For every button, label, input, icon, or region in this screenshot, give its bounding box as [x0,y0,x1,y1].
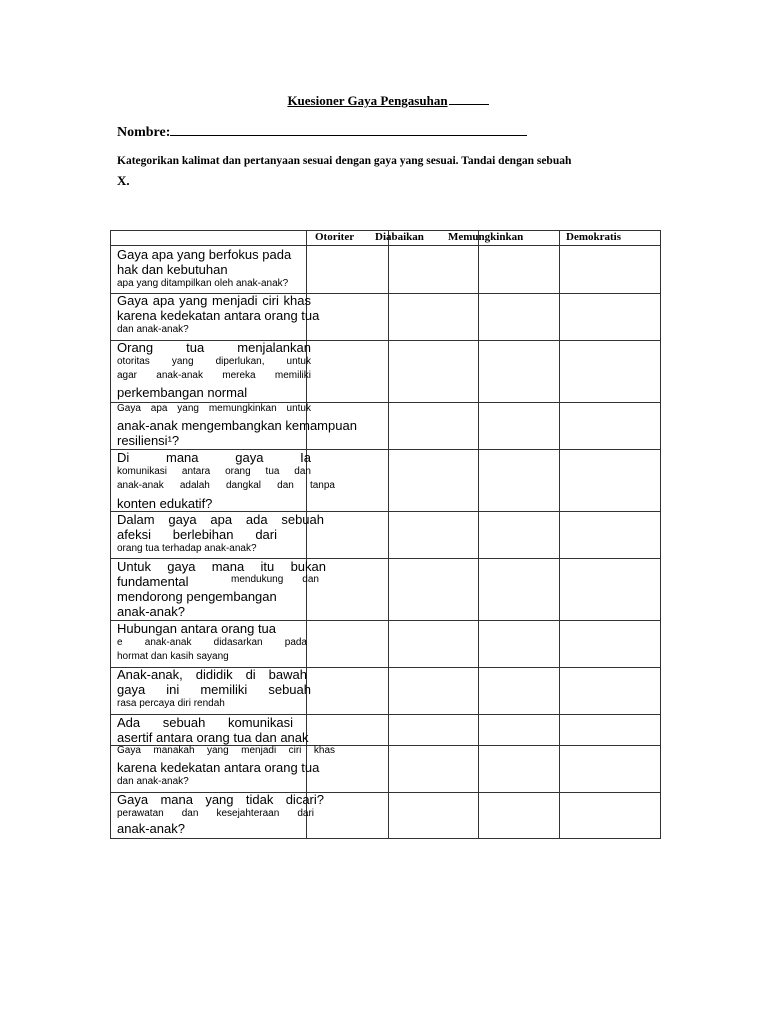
answer-cell-demokratis[interactable] [560,341,659,401]
question-text-line: anak-anak mengembangkan kemampuan [117,418,357,433]
question-text-line: dan anak-anak? [117,776,189,787]
question-text-line: konten edukatif? [117,496,213,511]
question-text-line: Gaya apa yang menjadi ciri khas [117,293,311,308]
answer-cell-diabaikan[interactable] [389,621,477,666]
question-text-line: orang tua terhadap anak-anak? [117,543,257,554]
answer-cell-otoriter[interactable] [307,341,387,401]
answer-cell-memungkinkan[interactable] [479,512,558,557]
answer-cell-memungkinkan[interactable] [479,668,558,713]
question-text-line: Gaya mana yang tidak dicari? [117,792,324,807]
question-text-line: anak-anak adalah dangkal dan tanpa [117,480,335,491]
question-9 [117,667,311,711]
answer-cell-demokratis[interactable] [560,246,659,292]
header-memungkinkan: Memungkinkan [448,231,524,243]
answer-cell-memungkinkan[interactable] [479,294,558,339]
question-text-line: Anak-anak, dididik di bawah [117,667,307,682]
question-text-line: Untuk gaya mana itu bukan [117,559,326,574]
answer-cell-otoriter[interactable] [307,621,387,666]
question-text-line: hak dan kebutuhan [117,262,228,277]
answer-cell-demokratis[interactable] [560,403,659,448]
question-text-line: perawatan dan kesejahteraan dari [117,808,314,819]
question-12 [117,792,324,836]
name-blank-line[interactable] [170,122,527,136]
question-text-line: fundamental [117,574,189,589]
question-text-line: Dalam gaya apa ada sebuah [117,512,324,527]
question-7 [117,559,326,619]
answer-cell-memungkinkan[interactable] [479,621,558,666]
answer-cell-otoriter[interactable] [307,450,387,510]
question-text-line: Gaya manakah yang menjadi ciri khas [117,745,335,756]
answer-cell-otoriter[interactable] [307,746,387,791]
answer-cell-memungkinkan[interactable] [479,715,558,744]
question-text-line: mendukung dan [231,574,319,585]
answer-cell-memungkinkan[interactable] [479,341,558,401]
question-8 [117,621,311,664]
question-text-line: rasa percaya diri rendah [117,698,225,709]
answer-cell-diabaikan[interactable] [389,450,477,510]
instructions: Kategorikan kalimat dan pertanyaan sesuai dengan gaya yang sesuai. Tandai dengan sebuah X. [117,155,572,188]
question-text-line: Gaya apa yang berfokus pada [117,247,292,262]
answer-cell-diabaikan[interactable] [389,793,477,837]
answer-cell-demokratis[interactable] [560,294,659,339]
question-text-line: dan anak-anak? [117,324,189,335]
question-text-line: anak-anak? [117,821,185,836]
answer-cell-diabaikan[interactable] [389,341,477,401]
answer-cell-demokratis[interactable] [560,559,659,619]
answer-cell-demokratis[interactable] [560,715,659,744]
question-text-line: karena kedekatan antara orang tua [117,760,320,775]
question-text-line: asertif antara orang tua dan anak [117,730,309,745]
question-text-line: Orang tua menjalankan [117,340,311,355]
document-title: Kuesioner Gaya Pengasuhan [0,93,768,109]
answer-cell-memungkinkan[interactable] [479,793,558,837]
header-otoriter: Otoriter [315,231,355,243]
answer-cell-demokratis[interactable] [560,450,659,510]
answer-cell-diabaikan[interactable] [389,715,477,744]
question-6 [117,512,324,556]
answer-cell-diabaikan[interactable] [389,403,477,448]
answer-cell-otoriter[interactable] [307,294,387,339]
question-text-line: afeksi berlebihan dari [117,527,277,542]
question-text-line: Di mana gaya Ia [117,450,311,465]
question-text-line: otoritas yang diperlukan, untuk [117,356,311,367]
question-text-line: Gaya apa yang memungkinkan untuk [117,403,311,414]
question-text-line: karena kedekatan antara orang tua [117,308,320,323]
header-demokratis: Demokratis [566,231,621,243]
question-11 [117,744,335,789]
question-2 [117,293,320,337]
question-text-line: Ada sebuah komunikasi [117,715,293,730]
question-3 [117,340,311,400]
question-text-line: mendorong pengembangan [117,589,277,604]
answer-cell-diabaikan[interactable] [389,559,477,619]
answer-cell-memungkinkan[interactable] [479,746,558,791]
question-text-line: gaya ini memiliki sebuah [117,682,311,697]
answer-cell-demokratis[interactable] [560,668,659,713]
answer-cell-otoriter[interactable] [307,403,387,448]
name-label: Nombre: [117,125,171,140]
question-5 [117,450,335,511]
answer-cell-diabaikan[interactable] [389,746,477,791]
question-text-line: Hubungan antara orang tua [117,621,277,636]
question-text-line: resiliensi¹? [117,433,180,448]
answer-cell-demokratis[interactable] [560,793,659,837]
header-diabaikan: Diabaikan [375,231,424,243]
answer-cell-demokratis[interactable] [560,621,659,666]
answer-cell-diabaikan[interactable] [389,294,477,339]
answer-cell-otoriter[interactable] [307,668,387,713]
question-1 [117,247,311,291]
question-text-line: komunikasi antara orang tua dan [117,466,311,477]
answer-cell-memungkinkan[interactable] [479,559,558,619]
answer-cell-diabaikan[interactable] [389,246,477,292]
answer-cell-otoriter[interactable] [307,793,387,837]
answer-cell-diabaikan[interactable] [389,512,477,557]
answer-cell-otoriter[interactable] [307,246,387,292]
question-text-line: agar anak-anak mereka memiliki [117,370,311,381]
answer-cell-otoriter[interactable] [307,559,387,619]
answer-cell-diabaikan[interactable] [389,668,477,713]
question-4 [117,402,357,448]
answer-cell-otoriter[interactable] [307,715,387,744]
question-text-line: apa yang ditampilkan oleh anak-anak? [117,278,289,289]
question-text-line: hormat dan kasih sayang [117,651,229,662]
answer-cell-otoriter[interactable] [307,512,387,557]
answer-cell-demokratis[interactable] [560,746,659,791]
answer-cell-demokratis[interactable] [560,512,659,557]
answer-cell-memungkinkan[interactable] [479,246,558,292]
answer-cell-memungkinkan[interactable] [479,403,558,448]
name-field[interactable] [117,122,527,141]
question-10 [117,715,311,745]
question-text-line: e anak-anak didasarkan pada [117,637,307,648]
question-text-line: anak-anak? [117,604,185,619]
question-text-line: perkembangan normal [117,385,248,400]
answer-cell-memungkinkan[interactable] [479,450,558,510]
